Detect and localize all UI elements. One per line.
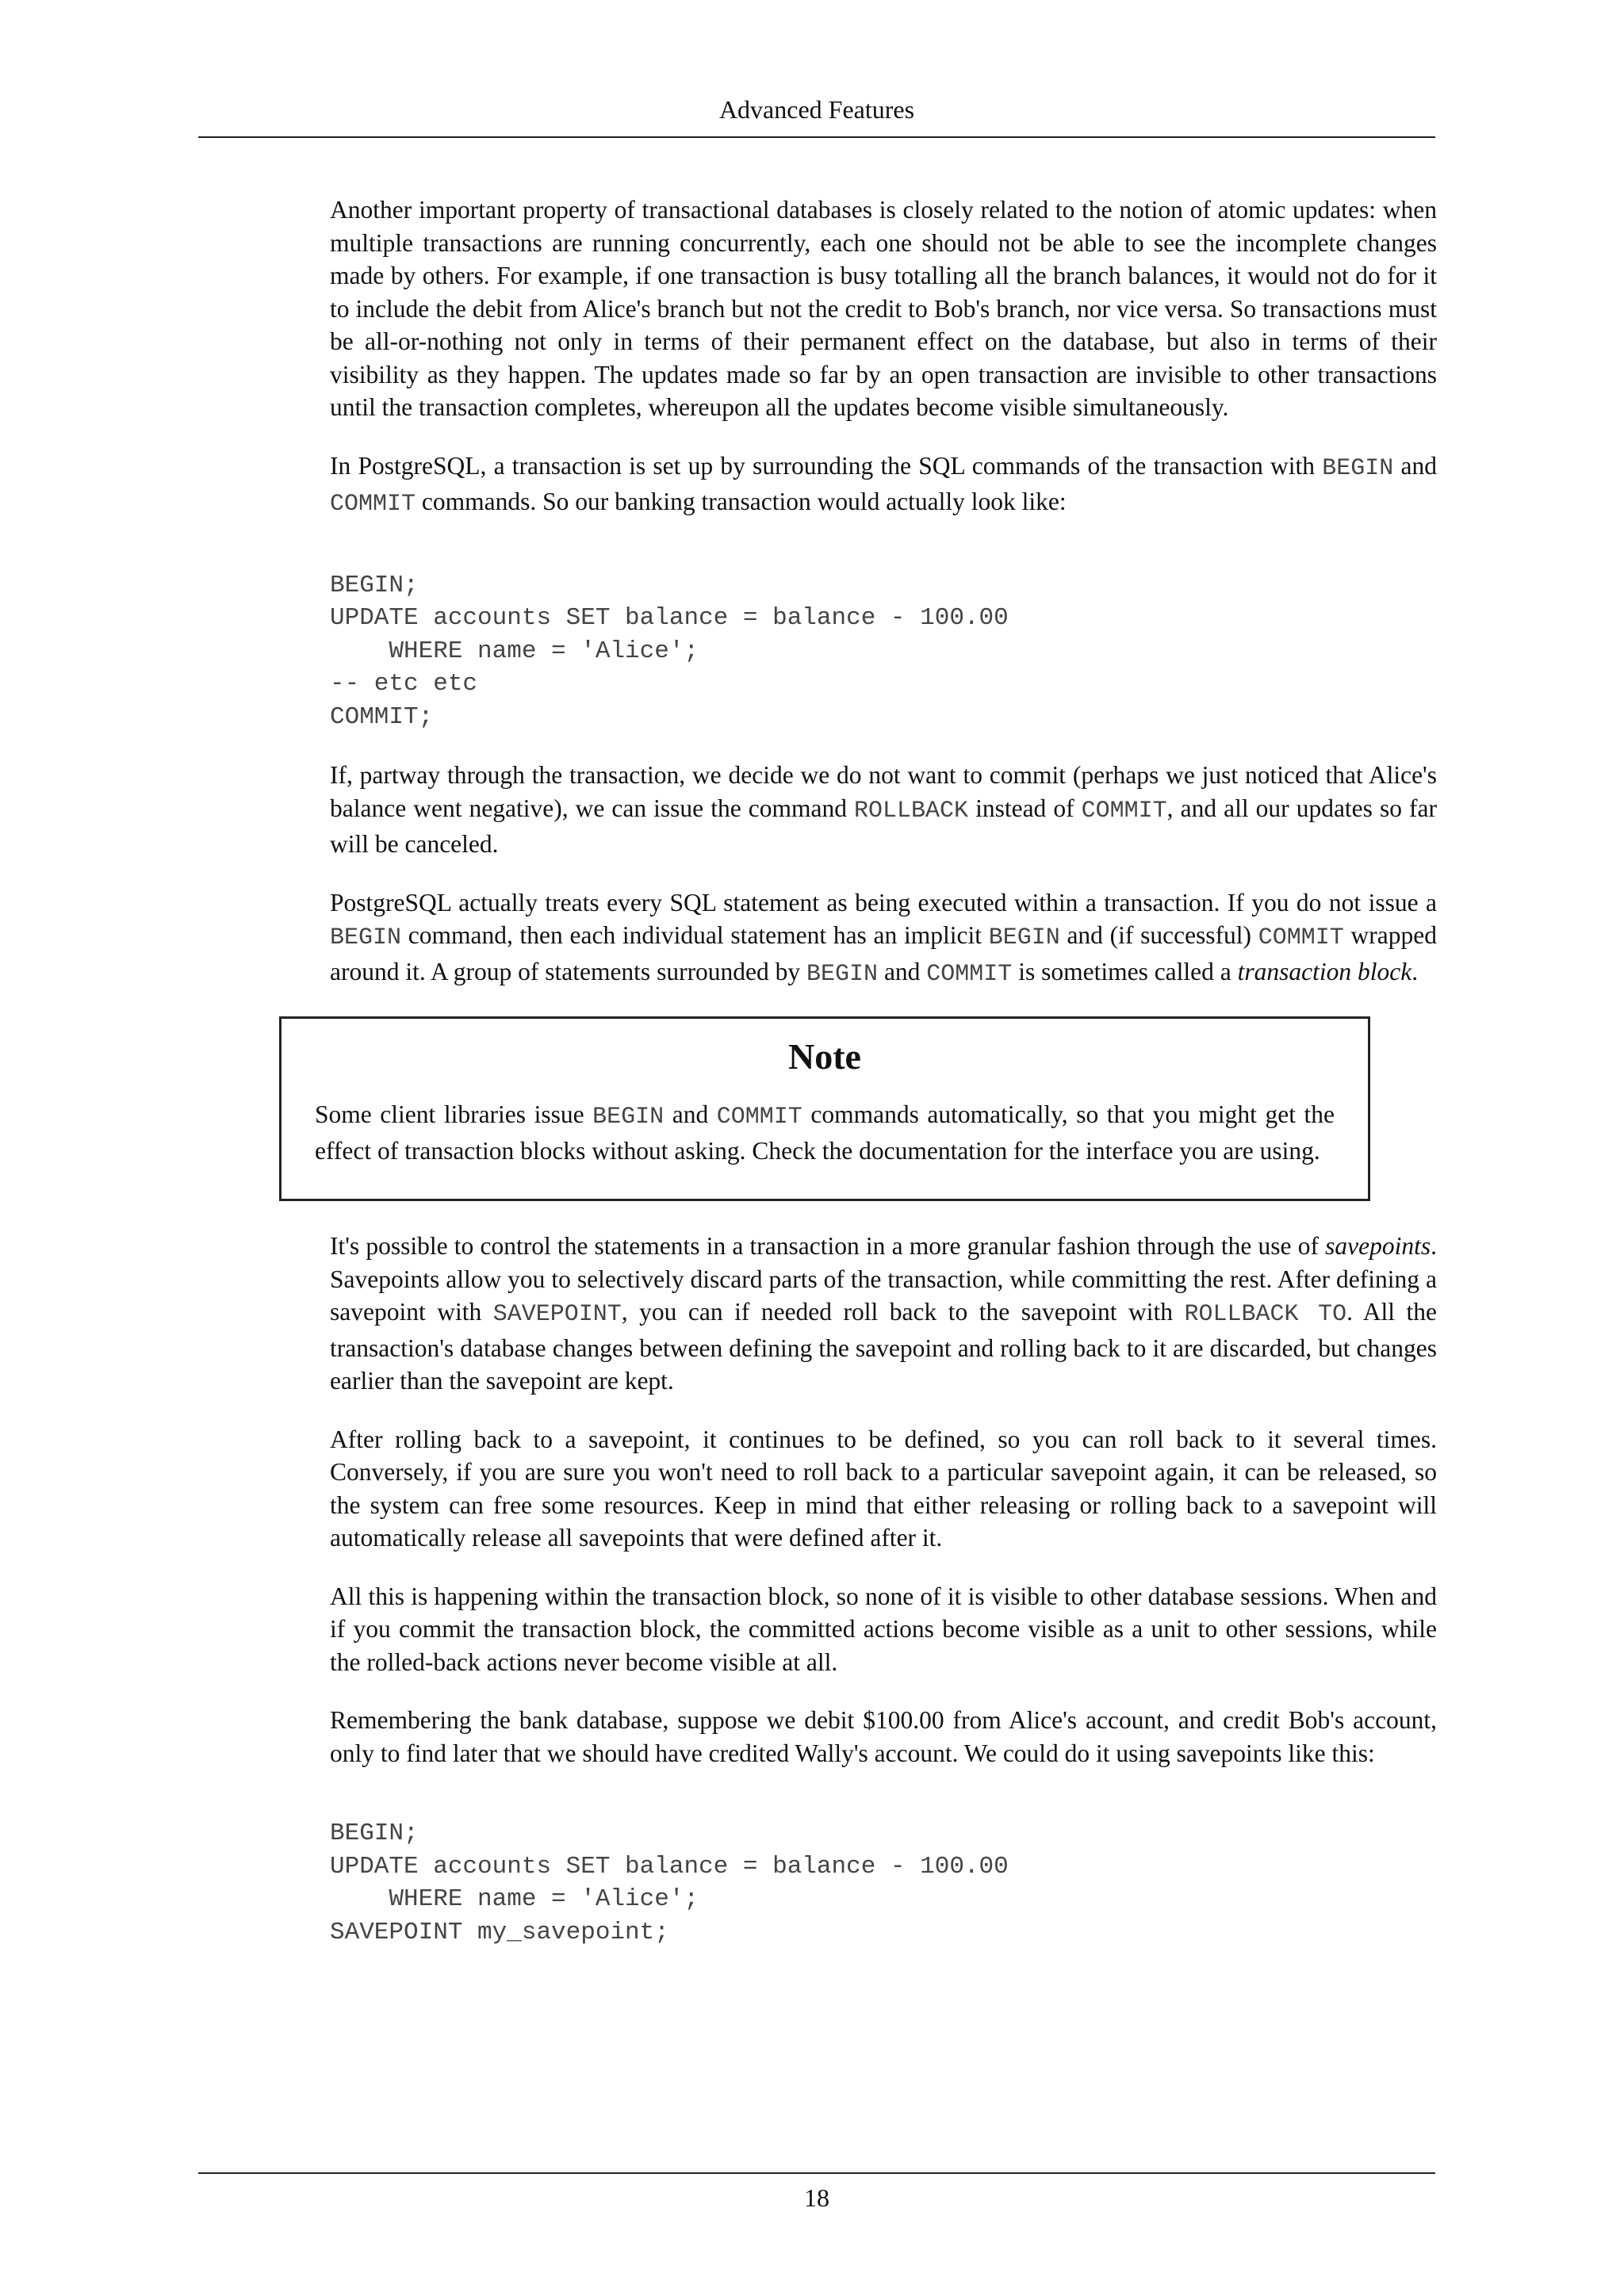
emphasis-transaction-block: transaction block [1237,957,1412,985]
text-run: and [878,957,927,985]
inline-code-commit: COMMIT [330,491,416,518]
text-run: instead of [968,794,1082,822]
text-run: and [664,1100,717,1128]
text-run: commands. So our banking transaction would actually look like: [416,488,1067,515]
paragraph-transaction-setup [330,450,1437,522]
footer-rule [198,2172,1435,2174]
inline-code-begin: BEGIN [330,924,402,951]
text-run: and [1393,451,1437,480]
paragraph-rolling-back: After rolling back to a savepoint, it continues to be defined, so you can roll back to it several times. Conversely, if you are sure you won't need to roll back to a particular savepoint again, it can be released, so the system can free some resources. Keep in mind that either releasing or rolling back to a savepoint will automatically release all savepoints that were defined after it. [330,1425,1437,1552]
text-run: , and all our updates so far will be canceled. [330,794,1437,858]
text-run: Some client libraries issue [315,1100,593,1128]
inline-code-commit: COMMIT [1258,924,1344,951]
page-content [315,193,1437,1974]
text-run: , you can if needed roll back to the savepoint with [621,1298,1185,1326]
note-text [315,1098,1335,1167]
inline-code-begin: BEGIN [806,960,879,988]
text-run: . All the transaction's database changes between defining the savepoint and rolling back to it are discarded, but changes earlier than the savepoint are kept. [330,1298,1437,1395]
note-title: Note [788,1036,861,1077]
code-block-savepoint-example: BEGIN; UPDATE accounts SET balance = balance - 100.00 WHERE name = 'Alice'; SAVEPOINT my_savepoint; [330,1820,1009,1946]
text-run: wrapped around it. A group of statements surrounded by [330,921,1437,985]
paragraph-visibility: All this is happening within the transaction block, so none of it is visible to other database sessions. When and if you commit the transaction block, the committed actions become visible as a unit to other sessions, while the rolled-back actions never become visible at all. [330,1582,1437,1676]
header-rule [198,136,1435,138]
running-header: Advanced Features [718,95,915,124]
inline-code-rollback-to: ROLLBACK TO [1184,1301,1347,1328]
inline-code-begin: BEGIN [1322,454,1394,482]
text-run: . [1411,957,1419,985]
inline-code-savepoint: SAVEPOINT [492,1301,622,1328]
inline-code-begin: BEGIN [592,1104,665,1131]
inline-code-commit: COMMIT [1081,797,1167,825]
emphasis-savepoints: savepoints [1325,1232,1431,1260]
text-run: PostgreSQL actually treats every SQL statement as being executed within a transaction. If you do not issue a [330,888,1437,916]
paragraph-bank-example: Remembering the bank database, suppose we debit $100.00 from Alice's account, and credit Bob's account, only to find later that we should have credited Wally's account. We could do it using savepoints like this: [330,1706,1437,1767]
text-run: is sometimes called a [1012,957,1238,985]
inline-code-commit: COMMIT [716,1104,802,1131]
page-number: 18 [804,2183,829,2212]
text-run: commands automatically, so that you might get the effect of transaction blocks without asking. Check the documentation for the interface you are using. [315,1100,1335,1165]
text-run: In PostgreSQL, a transaction is set up by surrounding the SQL commands of the transaction with [330,451,1323,480]
paragraph-atomic-visibility: Another important property of transactional databases is closely related to the notion of atomic updates: when multiple transactions are running concurrently, each one should not be able to see the incomplete changes made by others. For example, if one transaction is busy totalling all the branch balances, it would not do for it to include the debit from Alice's branch but not the credit to Bob's branch, nor vice versa. So transactions must be all-or-nothing not only in terms of their permanent effect on the database, but also in terms of their visibility as they happen. The updates made so far by an open transaction are invisible to other transactions until the transaction completes, whereupon all the updates become visible simultaneously. [330,196,1437,421]
inline-code-begin: BEGIN [988,924,1060,951]
text-run: If, partway through the transaction, we decide we do not want to commit (perhaps we just noticed that Alice's balance went negative), we can issue the command [330,761,1437,822]
text-run: and (if successful) [1059,921,1258,949]
inline-code-commit: COMMIT [926,960,1013,988]
inline-code-rollback: ROLLBACK [854,797,969,825]
text-run: command, then each individual statement has an implicit [401,921,989,949]
text-run: It's possible to control the statements in a transaction in a more granular fashion through the use of [330,1232,1326,1260]
code-block-banking-transaction: BEGIN; UPDATE accounts SET balance = balance - 100.00 WHERE name = 'Alice'; -- etc etc COMMIT; [330,571,1009,731]
paragraph-rollback [330,759,1437,861]
note-box [279,1016,1370,1201]
text-run: . Savepoints allow you to selectively discard parts of the transaction, while committing the rest. After defining a savepoint with [330,1232,1437,1326]
paragraph-implicit-transaction [330,886,1437,992]
paragraph-savepoints [330,1230,1437,1398]
